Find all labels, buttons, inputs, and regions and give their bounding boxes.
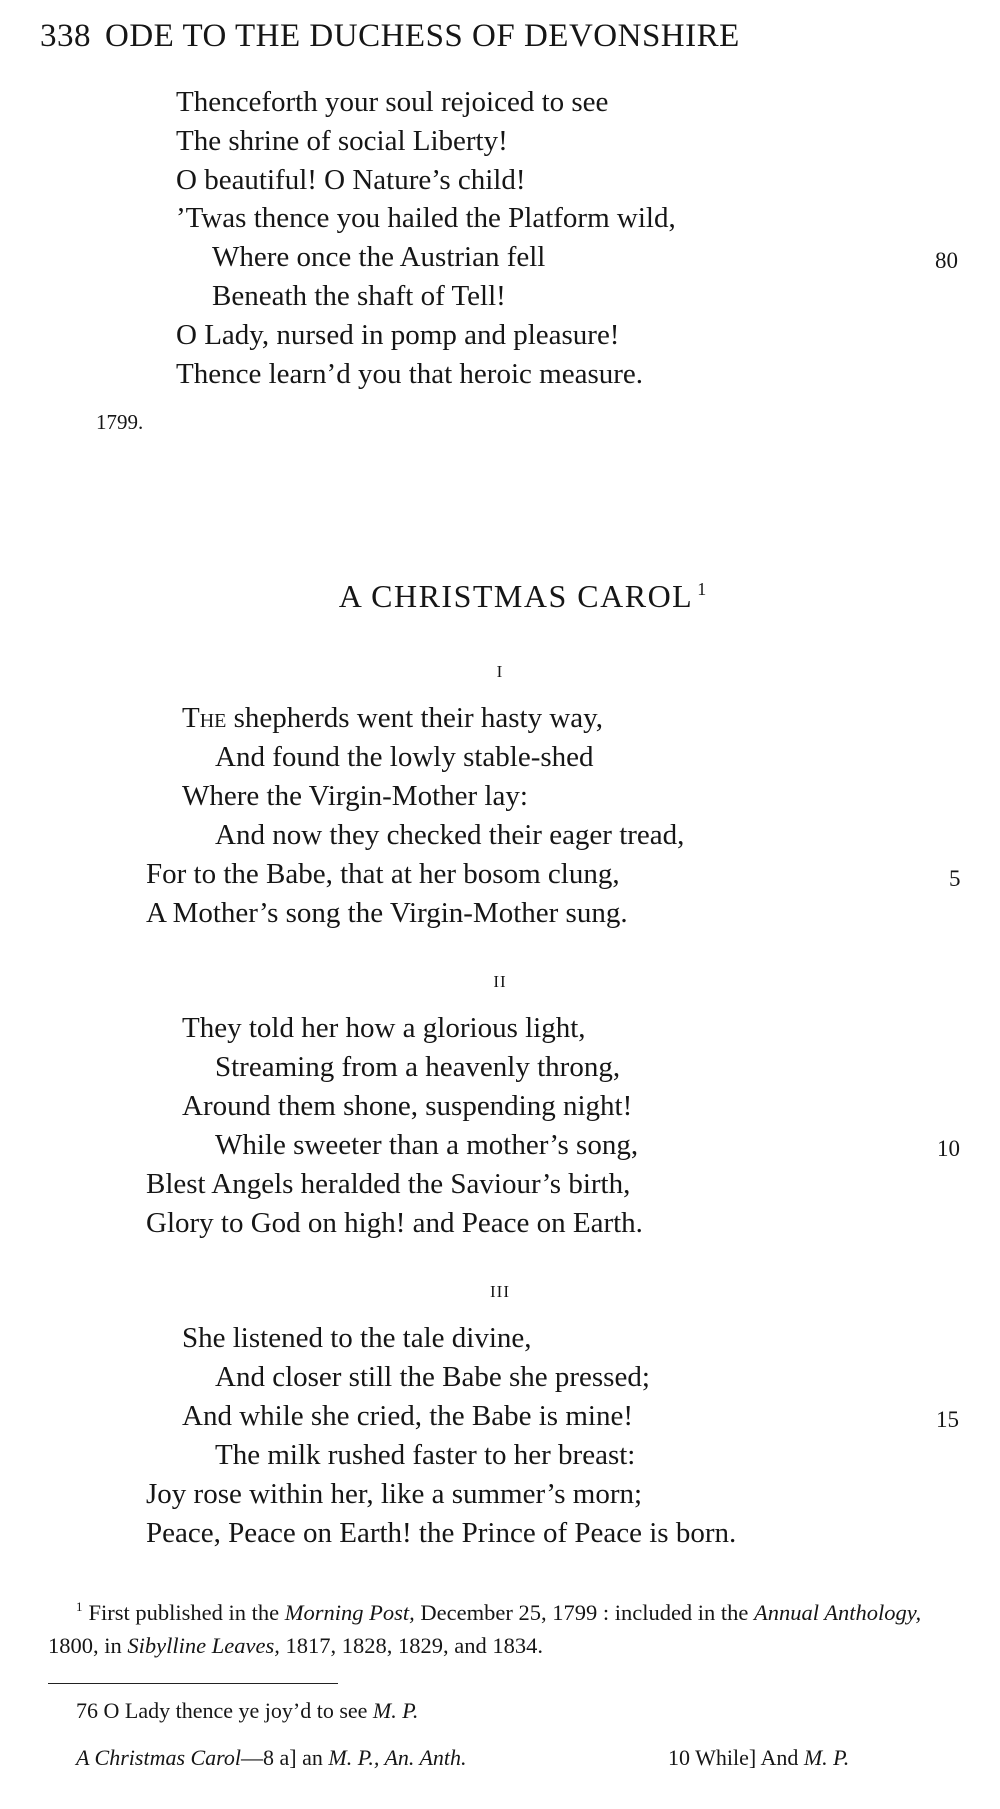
variant-reading [668, 1745, 849, 1771]
footnote [48, 1590, 968, 1662]
footnote-text: First published in the [88, 1600, 285, 1625]
carol-line [182, 702, 603, 735]
carol-line: Peace, Peace on Earth! the Prince of Peace is born. [146, 1517, 737, 1549]
running-title: ODE TO THE DUCHESS OF DEVONSHIRE [105, 18, 740, 54]
carol-line: And found the lowly stable-shed [215, 741, 594, 773]
ode-line: Where once the Austrian fell [212, 241, 546, 273]
line-number: 80 [935, 248, 958, 273]
carol-line: And now they checked their eager tread, [215, 819, 685, 851]
variant-reading [76, 1698, 418, 1724]
ode-line: O Lady, nursed in pomp and pleasure! [176, 319, 620, 351]
footnote-marker: 1 [697, 579, 707, 599]
carol-line: And while she cried, the Babe is mine! [182, 1400, 633, 1432]
carol-line: Joy rose within her, like a summer’s morn; [146, 1478, 643, 1510]
running-head [40, 18, 960, 55]
variant-text: —8 a] an [241, 1745, 329, 1770]
carol-line: Blest Angels heralded the Saviour’s birth, [146, 1168, 631, 1200]
variant-text: 10 While] And [668, 1745, 804, 1770]
variant-reading [76, 1745, 467, 1771]
stanza-numeral: III [490, 1282, 510, 1301]
carol-line: She listened to the tale divine, [182, 1322, 532, 1354]
ode-line: ’Twas thence you hailed the Platform wild, [176, 202, 676, 234]
ode-line: O beautiful! O Nature’s child! [176, 164, 526, 196]
variant-label: A Christmas Carol [76, 1745, 242, 1770]
variant-text: 76 O Lady thence ye joy’d to see [76, 1698, 373, 1723]
variant-source: M. P. [372, 1698, 419, 1723]
stanza-numeral: II [493, 972, 507, 991]
page-number: 338 [40, 18, 91, 54]
variant-source: M. P. [803, 1745, 850, 1770]
line-number: 15 [936, 1407, 959, 1432]
line-number: 5 [949, 866, 961, 891]
footnote-source: Annual Anthology, [754, 1600, 922, 1625]
line-number: 10 [937, 1136, 960, 1161]
ode-line: Thence learn’d you that heroic measure. [176, 358, 644, 390]
carol-line: For to the Babe, that at her bosom clung, [146, 858, 620, 890]
ode-line: The shrine of social Liberty! [176, 125, 508, 157]
poem-title [0, 578, 1000, 615]
carol-line: Streaming from a heavenly throng, [215, 1051, 621, 1083]
ode-line: Thenceforth your soul rejoiced to see [176, 86, 609, 118]
carol-line: They told her how a glorious light, [182, 1012, 586, 1044]
ode-line: Beneath the shaft of Tell! [212, 280, 506, 312]
stanza-numeral: I [496, 662, 504, 681]
footnote-source: Morning Post, [284, 1600, 415, 1625]
footnote-divider [48, 1683, 338, 1684]
carol-line: The milk rushed faster to her breast: [215, 1439, 636, 1471]
footnote-text: December 25, 1799 : included in the [414, 1600, 755, 1625]
carol-line: Where the Virgin-Mother lay: [182, 780, 528, 812]
initial-word: The [182, 702, 227, 734]
poem-title-text: A CHRISTMAS CAROL [338, 578, 694, 614]
footnote-source: Sibylline Leaves, [127, 1633, 280, 1658]
carol-line-rest: shepherds went their hasty way, [226, 702, 604, 734]
ode-date: 1799. [96, 410, 144, 434]
carol-line: Glory to God on high! and Peace on Earth. [146, 1207, 643, 1239]
variant-source: M. P., An. Anth. [328, 1745, 467, 1770]
carol-line: Around them shone, suspending night! [182, 1090, 633, 1122]
carol-line: A Mother’s song the Virgin-Mother sung. [146, 897, 628, 929]
carol-line: While sweeter than a mother’s song, [215, 1129, 639, 1161]
footnote-text: 1800, in [48, 1633, 128, 1658]
footnote-text: 1817, 1828, 1829, and 1834. [279, 1633, 543, 1658]
footnote-number: 1 [76, 1599, 83, 1614]
carol-line: And closer still the Babe she pressed; [215, 1361, 650, 1393]
